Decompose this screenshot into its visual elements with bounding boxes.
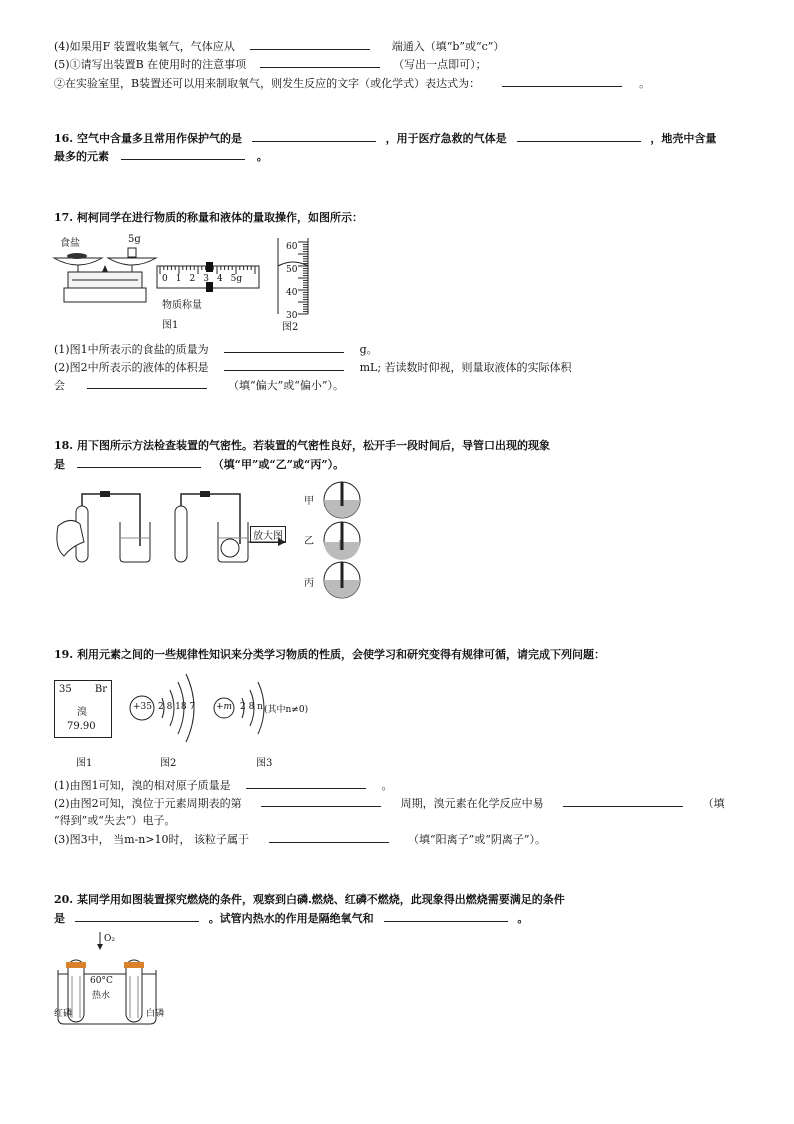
element-name: 溴 — [77, 707, 87, 718]
q15-answer-blank-1[interactable] — [250, 39, 370, 50]
atomic-number: 35 — [59, 684, 72, 695]
q20-blank-1[interactable] — [75, 911, 199, 922]
q20-line2 — [54, 911, 528, 926]
q19-stem-text: 利用元素之间的一些规律性知识来分类学习物质的性质，会使学习和研究变得有规律可循，请完成下列问题： — [76, 648, 605, 661]
q19-blank-4[interactable] — [269, 832, 389, 843]
q16-blank-3[interactable] — [121, 149, 245, 160]
ruler-labels — [162, 274, 242, 284]
q16-text-b: ，用于医疗急救的气体是 — [385, 132, 507, 145]
cyl-label-40: 40 — [286, 288, 298, 298]
q19-p2-hint: （填 — [702, 797, 725, 810]
q16-line1 — [54, 131, 716, 146]
red-phosphorus-label: 红磷 — [54, 1009, 73, 1019]
q19-p2-text: (2)由图2可知，溴位于元素周期表的第 — [54, 797, 242, 810]
q16-number: 16. — [54, 132, 74, 145]
element-cell-bromine — [54, 680, 112, 738]
q19-p2-mid: 周期，溴元素在化学反应中易 — [400, 797, 544, 810]
ion-nucleus: +m — [216, 702, 233, 712]
q17-weight-label: 5g — [128, 234, 141, 245]
q20-prefix: 是 — [54, 912, 65, 925]
q17-p2-prefix: 会 — [54, 379, 65, 392]
q18-line2 — [54, 457, 344, 472]
ion-note: (其中n≠0) — [264, 705, 309, 715]
q16-line2 — [54, 149, 268, 164]
q17-stem-text: 柯柯同学在进行物质的称量和液体的量取操作，如图所示： — [76, 211, 363, 224]
q19-part2-cont — [54, 814, 176, 828]
q20-stem-text: 某同学用如图装置探究燃烧的条件，观察到白磷.燃烧、红磷不燃烧，此现象得出燃烧需要满足的条件 — [76, 893, 565, 906]
q17-p2-text: (2)图2中所表示的液体的体积是 — [54, 361, 209, 374]
oxygen-label: O₂ — [104, 934, 115, 944]
q16-text-a: 空气中含量多且常用作保护气的是 — [76, 132, 242, 145]
q17-part1 — [54, 342, 378, 357]
q16-text-e: 。 — [256, 150, 268, 163]
q19-p2-end: “得到”或“失去”）电子。 — [54, 814, 176, 827]
q18-hint: （填“甲”或“乙”或“丙”）。 — [212, 458, 345, 471]
q19-blank-2[interactable] — [261, 796, 381, 807]
option-bing: 丙 — [304, 578, 314, 589]
q20-combustion-apparatus — [50, 930, 190, 1030]
q15-answer-blank-3[interactable] — [502, 76, 622, 87]
ruler-label-4: 4 — [216, 274, 223, 284]
q17-p2-unit: mL; 若读数时仰视，则量取液体的实际体积 — [359, 361, 572, 374]
ruler-label-0: 0 — [162, 274, 168, 284]
q17-fig1-caption: 图1 — [162, 320, 179, 331]
q17-blank-2[interactable] — [224, 360, 344, 371]
q17-p2-hint: （填“偏大”或“偏小”）。 — [228, 379, 344, 392]
q17-part2 — [54, 360, 572, 375]
shell-electrons: 2 8 18 7 — [158, 702, 196, 712]
q17-blank-3[interactable] — [87, 378, 207, 389]
cylinder-labels — [286, 236, 297, 328]
q19-part3 — [54, 832, 546, 847]
q17-stem — [54, 211, 363, 225]
ruler-label-1: 1 — [175, 274, 182, 284]
ion-structure — [212, 668, 322, 748]
q17-blank-1[interactable] — [224, 342, 344, 353]
q20-blank-2[interactable] — [384, 911, 508, 922]
q15-line5 — [54, 57, 487, 72]
q17-number: 17. — [54, 211, 74, 224]
white-phosphorus-label: 白磷 — [146, 1009, 165, 1019]
q15-line5-suffix: （写出一点即可）； — [393, 58, 487, 71]
q15-answer-blank-2[interactable] — [260, 57, 380, 68]
q18-number: 18. — [54, 439, 74, 452]
q18-stem — [54, 439, 550, 453]
q19-part2 — [54, 796, 725, 811]
temperature-label: 60°C — [90, 976, 113, 986]
q15-line5-text: (5)①请写出装置B 在使用时的注意事项 — [54, 58, 247, 71]
q19-part1 — [54, 778, 393, 793]
q15-line4-text: (4)如果用F 装置收集氧气，气体应从 — [54, 40, 235, 53]
cyl-label-50: 50 — [286, 265, 298, 275]
q19-p3-text: (3)图3中， 当m-n>10时， 该粒子属于 — [54, 833, 250, 846]
q17-p1-unit: g。 — [359, 343, 378, 356]
q18-blank[interactable] — [77, 457, 201, 468]
q20-mid: 。试管内热水的作用是隔绝氧气和 — [208, 912, 374, 925]
q19-stem — [54, 648, 605, 662]
bromine-atom-structure — [126, 668, 216, 748]
q19-number: 19. — [54, 648, 74, 661]
q15-line6-suffix: 。 — [639, 77, 651, 90]
q17-fig2-caption: 图2 — [282, 322, 299, 333]
ion-shells: 2 8 n — [240, 702, 263, 712]
ruler-label-2: 2 — [189, 274, 196, 284]
nucleus-charge: +35 — [133, 702, 152, 712]
option-jia: 甲 — [304, 496, 314, 507]
q18-prefix: 是 — [54, 458, 65, 471]
q17-scale-note: 物质称量 — [162, 300, 202, 311]
q17-p1-text: (1)图1中所表示的食盐的质量为 — [54, 343, 209, 356]
q19-p1-text: (1)由图1可知，溴的相对原子质量是 — [54, 779, 231, 792]
q16-blank-2[interactable] — [517, 131, 641, 142]
q19-blank-3[interactable] — [563, 796, 683, 807]
q17-part2-cont — [54, 378, 344, 393]
q15-line4-suffix: 端通入（填“b”或“c”） — [391, 40, 505, 53]
cyl-label-60: 60 — [286, 242, 298, 252]
atomic-mass: 79.90 — [67, 721, 96, 732]
q16-text-d: 最多的元素 — [54, 150, 109, 163]
q17-salt-label: 食盐 — [60, 238, 80, 249]
magnify-label: 放大图 — [250, 526, 286, 543]
q19-p3-hint: （填“阳离子”或“阴离子”）。 — [408, 833, 547, 846]
cyl-label-30: 30 — [286, 311, 298, 321]
ruler-label-5: 5g — [230, 274, 243, 284]
q15-line6-text: ②在实验室里，B装置还可以用来制取氧气，则发生反应的文字（或化学式）表达式为： — [54, 77, 481, 90]
q16-blank-1[interactable] — [252, 131, 376, 142]
q20-number: 20. — [54, 893, 74, 906]
q16-text-c: ，地壳中含量 — [650, 132, 717, 145]
q19-fig3-caption: 图3 — [256, 758, 273, 769]
q20-stem — [54, 893, 565, 907]
q19-p1-end: 。 — [381, 779, 393, 792]
q15-line6 — [54, 76, 650, 91]
q17-figure2 — [268, 234, 318, 334]
q15-line4 — [54, 39, 504, 54]
ruler-label-3: 3 — [203, 274, 209, 284]
q19-blank-1[interactable] — [246, 778, 366, 789]
q18-stem-text: 用下图所示方法检查装置的气密性。若装置的气密性良好，松开手一段时间后，导管口出现的现象 — [76, 439, 550, 452]
q19-fig1-caption: 图1 — [76, 758, 93, 769]
hot-water-label: 热水 — [92, 991, 111, 1001]
element-symbol: Br — [94, 684, 107, 695]
q17-scale-ruler — [156, 262, 260, 292]
q19-fig2-caption: 图2 — [160, 758, 177, 769]
q20-end: 。 — [517, 912, 529, 925]
q18-options — [300, 480, 370, 604]
option-yi: 乙 — [304, 536, 314, 547]
